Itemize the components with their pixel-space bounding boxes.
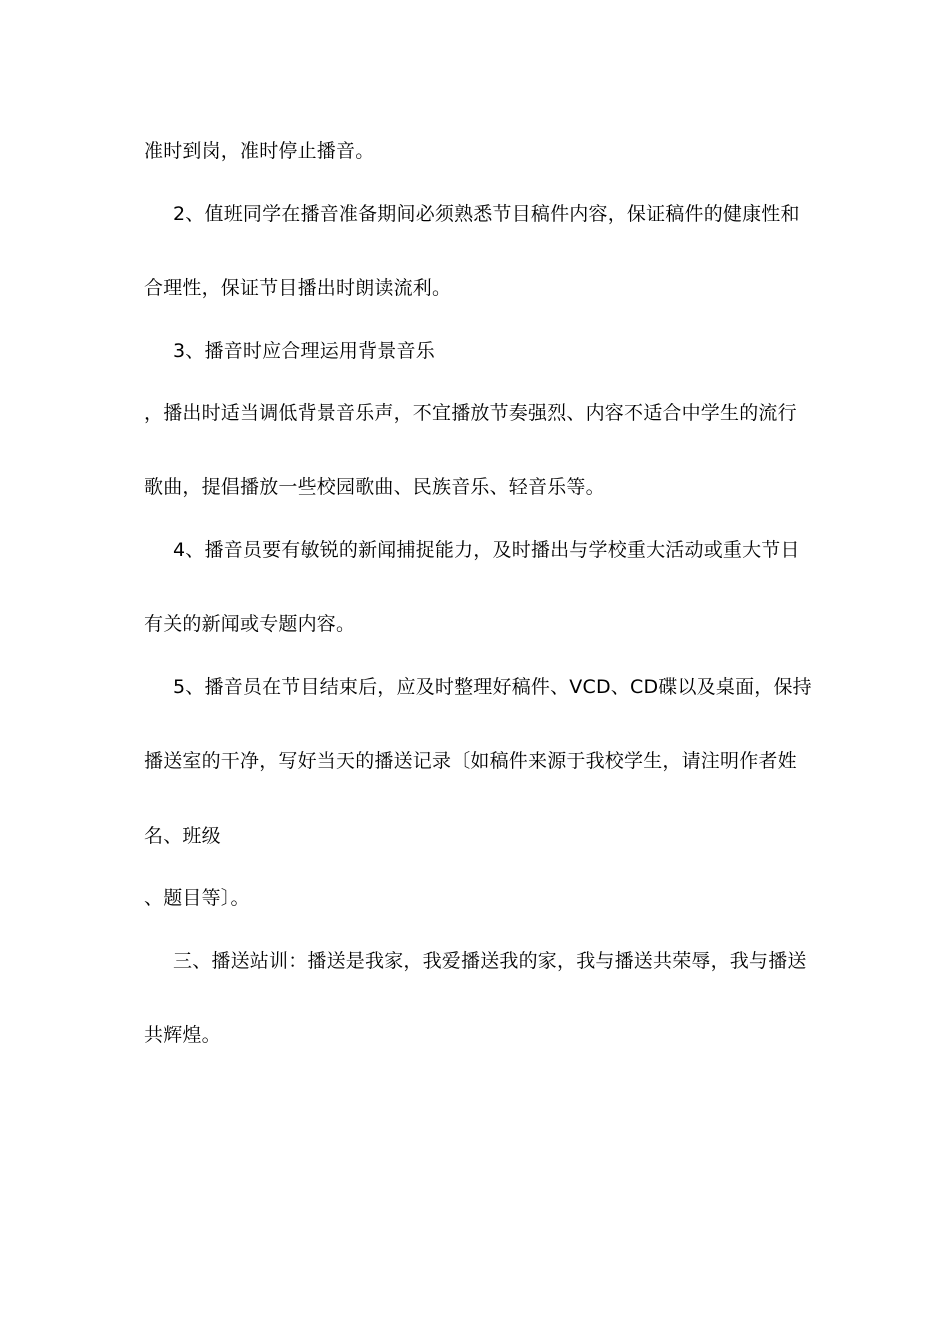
paragraph-line: ，播出时适当调低背景音乐声，不宜播放节奏强烈、内容不适合中学生的流行 [144,402,797,424]
paragraph-line: 名、班级 [144,825,221,847]
paragraph-line: 歌曲，提倡播放一些校园歌曲、民族音乐、轻音乐等。 [144,476,605,498]
paragraph-line: 准时到岗，准时停止播音。 [144,140,375,162]
paragraph-line: 播送室的干净，写好当天的播送记录〔如稿件来源于我校学生，请注明作者姓 [144,750,797,772]
paragraph-line: 4、播音员要有敏锐的新闻捕捉能力，及时播出与学校重大活动或重大节日 [173,539,800,561]
paragraph-line: 2、值班同学在播音准备期间必须熟悉节目稿件内容，保证稿件的健康性和 [173,203,800,225]
paragraph-line: 3、播音时应合理运用背景音乐 [173,340,435,362]
paragraph-line: 合理性，保证节目播出时朗读流利。 [144,277,452,299]
paragraph-line: 5、播音员在节目结束后，应及时整理好稿件、VCD、CD碟以及桌面，保持 [173,676,812,698]
paragraph-line: 、题目等〕。 [144,887,250,909]
paragraph-line: 共辉煌。 [144,1024,221,1046]
paragraph-line: 三、播送站训：播送是我家，我爱播送我的家，我与播送共荣辱，我与播送 [173,950,807,972]
paragraph-line: 有关的新闻或专题内容。 [144,613,356,635]
